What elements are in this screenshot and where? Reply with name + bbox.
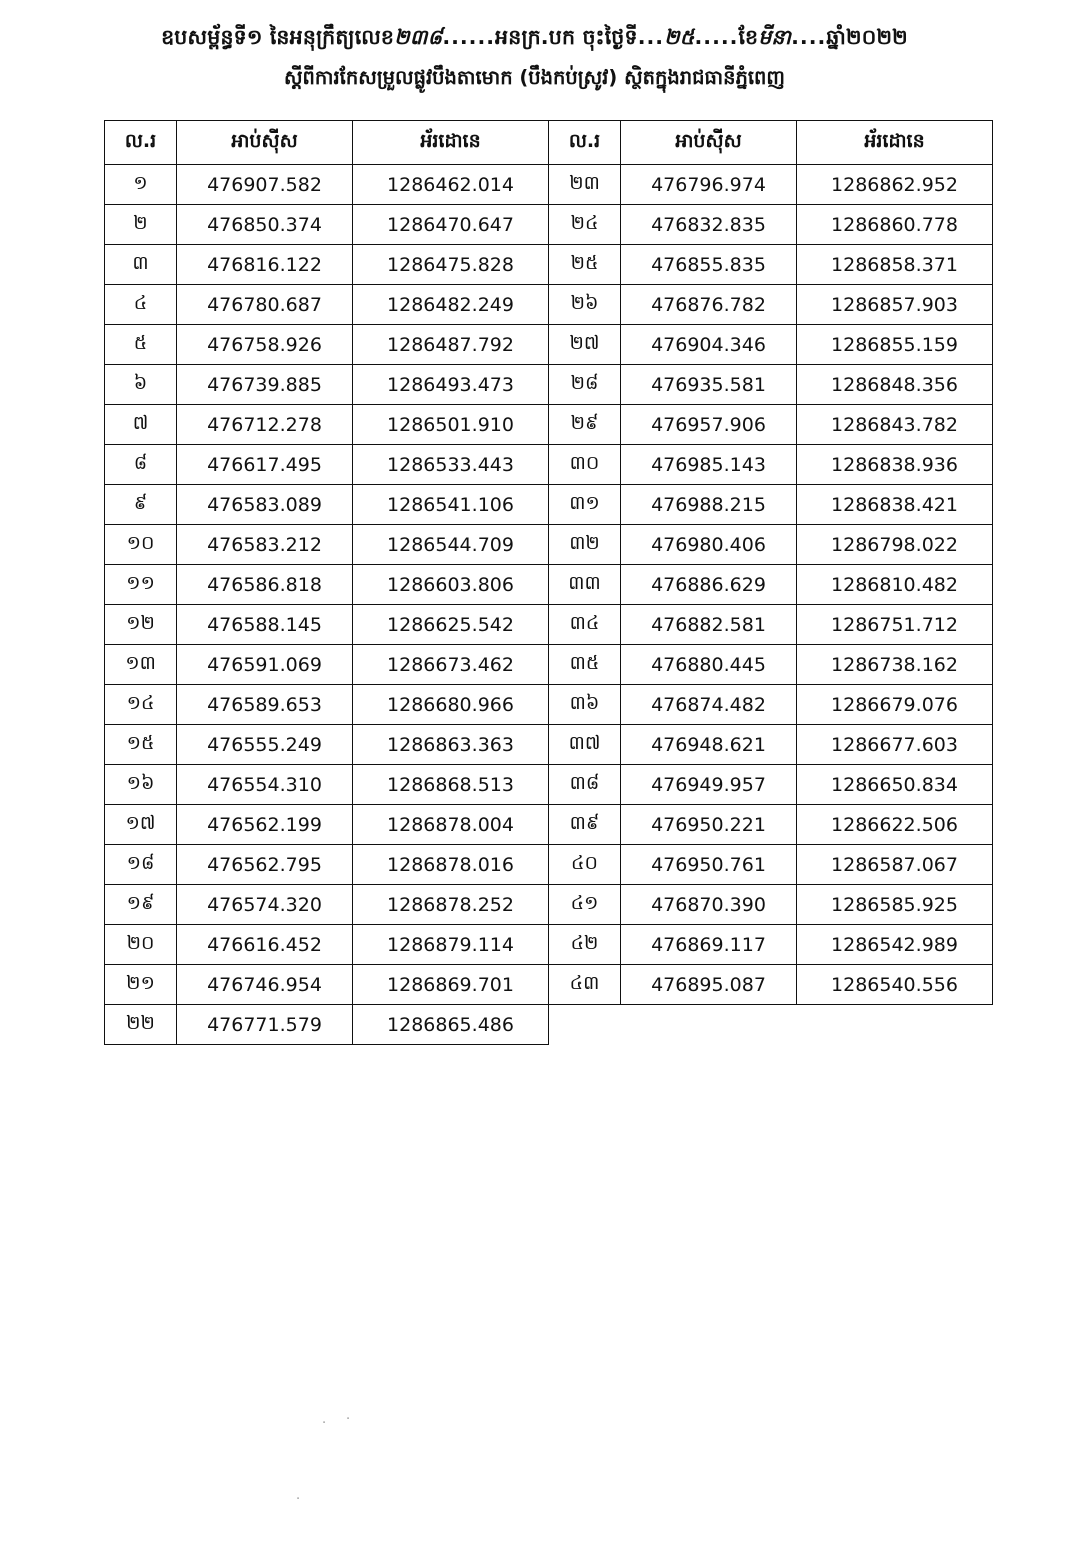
cell-abscissa: 476949.957 — [621, 765, 797, 805]
cell-abscissa: 476780.687 — [177, 285, 353, 325]
cell-no: ៤១ — [549, 885, 621, 925]
cell-ordinate: 1286843.782 — [797, 405, 993, 445]
header-ordinate-right: អ័រដោនេ — [797, 121, 993, 165]
cell-ordinate: 1286862.952 — [797, 165, 993, 205]
cell-abscissa: 476957.906 — [621, 405, 797, 445]
table-row — [105, 645, 993, 685]
cell-empty — [549, 1005, 621, 1045]
cell-ordinate: 1286470.647 — [353, 205, 549, 245]
table-row — [105, 965, 993, 1005]
cell-no: ៤២ — [549, 925, 621, 965]
table-row — [105, 285, 993, 325]
cell-ordinate: 1286533.443 — [353, 445, 549, 485]
table-row — [105, 605, 993, 645]
cell-ordinate: 1286810.482 — [797, 565, 993, 605]
cell-abscissa: 476758.926 — [177, 325, 353, 365]
cell-abscissa: 476816.122 — [177, 245, 353, 285]
cell-abscissa: 476874.482 — [621, 685, 797, 725]
cell-no: ៥ — [105, 325, 177, 365]
cell-no: ៤០ — [549, 845, 621, 885]
cell-no: ១៧ — [105, 805, 177, 845]
cell-no: ៣ — [105, 245, 177, 285]
header-abscissa-right: អាប់ស៊ីស — [621, 121, 797, 165]
cell-abscissa: 476950.221 — [621, 805, 797, 845]
cell-no: ១៦ — [105, 765, 177, 805]
header-text-part-4: ឆ្នាំ២០២២ — [826, 25, 908, 49]
cell-no: ៨ — [105, 445, 177, 485]
table-row — [105, 205, 993, 245]
coordinates-table-wrap — [0, 120, 1069, 1045]
cell-abscissa: 476588.145 — [177, 605, 353, 645]
cell-abscissa: 476985.143 — [621, 445, 797, 485]
coordinates-table — [104, 120, 993, 1045]
page-mark-b: . — [346, 1408, 351, 1423]
cell-no: ៧ — [105, 405, 177, 445]
cell-no: ១៣ — [105, 645, 177, 685]
cell-ordinate: 1286680.966 — [353, 685, 549, 725]
cell-abscissa: 476870.390 — [621, 885, 797, 925]
table-row — [105, 365, 993, 405]
cell-no: ២៦ — [549, 285, 621, 325]
page-mark-c: . — [296, 1488, 301, 1503]
cell-ordinate: 1286848.356 — [797, 365, 993, 405]
cell-abscissa: 476583.212 — [177, 525, 353, 565]
cell-ordinate: 1286879.114 — [353, 925, 549, 965]
cell-no: ៣២ — [549, 525, 621, 565]
cell-no: ២៨ — [549, 365, 621, 405]
header-subject-line: ស្ដីពីការកែសម្រួលផ្លូវបឹងតាមោក (បឹងកប់ស្រូវ) ស្ថិតក្នុងរាជធានីភ្នំពេញ — [283, 65, 785, 89]
cell-no: ១៥ — [105, 725, 177, 765]
table-row — [105, 165, 993, 205]
cell-no: ៤៣ — [549, 965, 621, 1005]
cell-ordinate: 1286540.556 — [797, 965, 993, 1005]
cell-no: ៣០ — [549, 445, 621, 485]
cell-abscissa: 476796.974 — [621, 165, 797, 205]
header-month: មីនា — [758, 25, 792, 49]
cell-abscissa: 476880.445 — [621, 645, 797, 685]
cell-ordinate: 1286673.462 — [353, 645, 549, 685]
cell-no: ១៨ — [105, 845, 177, 885]
cell-abscissa: 476869.117 — [621, 925, 797, 965]
cell-abscissa: 476746.954 — [177, 965, 353, 1005]
table-body — [105, 165, 993, 1045]
cell-abscissa: 476895.087 — [621, 965, 797, 1005]
cell-no: ៣៩ — [549, 805, 621, 845]
table-row — [105, 885, 993, 925]
dot-leader-2: ... — [637, 25, 665, 49]
cell-abscissa: 476583.089 — [177, 485, 353, 525]
cell-abscissa: 476586.818 — [177, 565, 353, 605]
table-row — [105, 925, 993, 965]
table-row — [105, 325, 993, 365]
cell-abscissa: 476555.249 — [177, 725, 353, 765]
header-ordinate-left: អ័រដោនេ — [353, 121, 549, 165]
cell-ordinate: 1286679.076 — [797, 685, 993, 725]
cell-ordinate: 1286838.421 — [797, 485, 993, 525]
cell-abscissa: 476980.406 — [621, 525, 797, 565]
cell-abscissa: 476904.346 — [621, 325, 797, 365]
page-mark-a: . — [322, 1412, 327, 1427]
cell-no: ៣៦ — [549, 685, 621, 725]
cell-no: ៣៤ — [549, 605, 621, 645]
cell-ordinate: 1286858.371 — [797, 245, 993, 285]
cell-ordinate: 1286857.903 — [797, 285, 993, 325]
table-row — [105, 1005, 993, 1045]
cell-ordinate: 1286751.712 — [797, 605, 993, 645]
table-row — [105, 685, 993, 725]
cell-ordinate: 1286863.363 — [353, 725, 549, 765]
table-row — [105, 445, 993, 485]
cell-ordinate: 1286493.473 — [353, 365, 549, 405]
cell-no: ១៤ — [105, 685, 177, 725]
cell-no: ២៩ — [549, 405, 621, 445]
cell-no: ២២ — [105, 1005, 177, 1045]
cell-ordinate: 1286462.014 — [353, 165, 549, 205]
table-header-row — [105, 121, 993, 165]
cell-no: ១៩ — [105, 885, 177, 925]
dot-leader-1: ...... — [442, 25, 496, 49]
cell-no: ៣៨ — [549, 765, 621, 805]
cell-ordinate: 1286650.834 — [797, 765, 993, 805]
cell-abscissa: 476739.885 — [177, 365, 353, 405]
cell-ordinate: 1286869.701 — [353, 965, 549, 1005]
cell-ordinate: 1286860.778 — [797, 205, 993, 245]
cell-no: ១១ — [105, 565, 177, 605]
header-text-part-2: អនក្រ.បក ចុះថ្ងៃទី — [495, 25, 638, 49]
cell-abscissa: 476948.621 — [621, 725, 797, 765]
table-row — [105, 725, 993, 765]
cell-no: ២០ — [105, 925, 177, 965]
cell-no: ៦ — [105, 365, 177, 405]
cell-abscissa: 476562.795 — [177, 845, 353, 885]
cell-abscissa: 476617.495 — [177, 445, 353, 485]
cell-abscissa: 476876.782 — [621, 285, 797, 325]
cell-empty — [621, 1005, 797, 1045]
cell-abscissa: 476855.835 — [621, 245, 797, 285]
table-row — [105, 405, 993, 445]
cell-no: ៣៣ — [549, 565, 621, 605]
table-row — [105, 485, 993, 525]
cell-ordinate: 1286541.106 — [353, 485, 549, 525]
cell-ordinate: 1286625.542 — [353, 605, 549, 645]
cell-ordinate: 1286622.506 — [797, 805, 993, 845]
table-row — [105, 245, 993, 285]
cell-no: ២១ — [105, 965, 177, 1005]
cell-ordinate: 1286603.806 — [353, 565, 549, 605]
cell-ordinate: 1286677.603 — [797, 725, 993, 765]
cell-abscissa: 476950.761 — [621, 845, 797, 885]
cell-no: ២៧ — [549, 325, 621, 365]
cell-ordinate: 1286585.925 — [797, 885, 993, 925]
cell-no: ២៣ — [549, 165, 621, 205]
cell-ordinate: 1286501.910 — [353, 405, 549, 445]
cell-abscissa: 476850.374 — [177, 205, 353, 245]
cell-abscissa: 476907.582 — [177, 165, 353, 205]
header-text-part-1: ឧបសម្ព័ន្ធទី១ នៃអនុក្រឹត្យលេខ — [161, 25, 395, 49]
cell-ordinate: 1286855.159 — [797, 325, 993, 365]
cell-no: ២៥ — [549, 245, 621, 285]
cell-abscissa: 476616.452 — [177, 925, 353, 965]
cell-ordinate: 1286487.792 — [353, 325, 549, 365]
cell-ordinate: 1286475.828 — [353, 245, 549, 285]
cell-ordinate: 1286738.162 — [797, 645, 993, 685]
cell-empty — [797, 1005, 993, 1045]
header-text-part-3: ខែ — [738, 25, 759, 49]
header-no-left: ល.រ — [105, 121, 177, 165]
header-line-1 — [161, 22, 908, 53]
cell-ordinate: 1286838.936 — [797, 445, 993, 485]
cell-no: ១២ — [105, 605, 177, 645]
cell-abscissa: 476591.069 — [177, 645, 353, 685]
header-no-right: ល.រ — [549, 121, 621, 165]
header-decree-number: ២៣៨ — [394, 25, 443, 49]
cell-no: ៣៥ — [549, 645, 621, 685]
table-row — [105, 525, 993, 565]
cell-ordinate: 1286587.067 — [797, 845, 993, 885]
cell-no: ២ — [105, 205, 177, 245]
cell-abscissa: 476882.581 — [621, 605, 797, 645]
cell-abscissa: 476562.199 — [177, 805, 353, 845]
cell-ordinate: 1286878.016 — [353, 845, 549, 885]
cell-ordinate: 1286482.249 — [353, 285, 549, 325]
cell-ordinate: 1286878.004 — [353, 805, 549, 845]
cell-ordinate: 1286865.486 — [353, 1005, 549, 1045]
cell-ordinate: 1286798.022 — [797, 525, 993, 565]
cell-abscissa: 476988.215 — [621, 485, 797, 525]
cell-ordinate: 1286544.709 — [353, 525, 549, 565]
cell-abscissa: 476712.278 — [177, 405, 353, 445]
header-day: ២៥ — [664, 25, 695, 49]
cell-ordinate: 1286542.989 — [797, 925, 993, 965]
cell-ordinate: 1286868.513 — [353, 765, 549, 805]
dot-leader-4: .... — [791, 25, 827, 49]
table-row — [105, 765, 993, 805]
cell-no: ១០ — [105, 525, 177, 565]
cell-no: ១ — [105, 165, 177, 205]
cell-no: ៣៧ — [549, 725, 621, 765]
cell-no: ៣១ — [549, 485, 621, 525]
header-abscissa-left: អាប់ស៊ីស — [177, 121, 353, 165]
cell-abscissa: 476771.579 — [177, 1005, 353, 1045]
cell-no: ៤ — [105, 285, 177, 325]
table-row — [105, 805, 993, 845]
cell-abscissa: 476574.320 — [177, 885, 353, 925]
document-header — [0, 0, 1069, 92]
cell-abscissa: 476554.310 — [177, 765, 353, 805]
cell-ordinate: 1286878.252 — [353, 885, 549, 925]
cell-abscissa: 476935.581 — [621, 365, 797, 405]
cell-abscissa: 476886.629 — [621, 565, 797, 605]
dot-leader-3: ..... — [694, 25, 739, 49]
table-row — [105, 845, 993, 885]
table-row — [105, 565, 993, 605]
cell-abscissa: 476832.835 — [621, 205, 797, 245]
cell-abscissa: 476589.653 — [177, 685, 353, 725]
cell-no: ៩ — [105, 485, 177, 525]
cell-no: ២៤ — [549, 205, 621, 245]
